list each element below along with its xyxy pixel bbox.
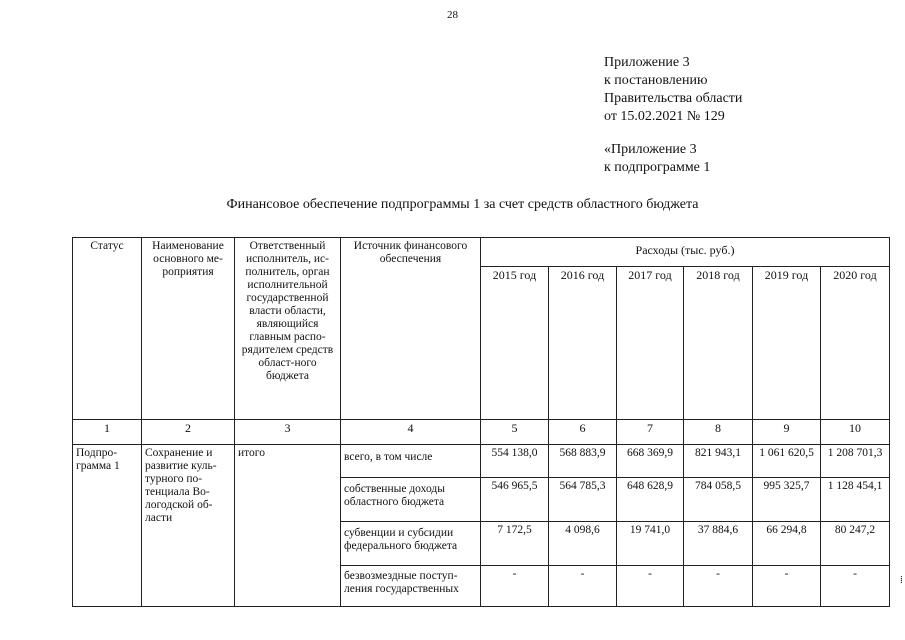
value-cell: 1 061 620,5 [753, 445, 821, 478]
value-cell: 995 325,7 [753, 478, 821, 522]
header-event: Наименование основного ме-роприятия [142, 238, 235, 420]
column-number-row [73, 420, 890, 445]
column-number: 7 [617, 420, 684, 445]
column-number: 9 [753, 420, 821, 445]
value-cell: 19 741,0 [617, 522, 684, 566]
sub-appendix-line: «Приложение 3 [604, 142, 697, 157]
header-executor: Ответственный исполнитель, ис-полнитель, орган исполнительной государственной власти области, являющийся главным распо-рядителем средств област-ного бюджета [235, 238, 341, 420]
value-cell: 784 058,5 [684, 478, 753, 522]
source-cell: всего, в том числе [341, 445, 481, 478]
appendix-line: Приложение 3 [604, 55, 690, 70]
value-cell: 564 785,3 [549, 478, 617, 522]
value-cell: - [549, 566, 617, 607]
value-cell: - [753, 566, 821, 607]
value-cell: - [481, 566, 549, 607]
value-cell: - [684, 566, 753, 607]
header-year: 2017 год [617, 267, 684, 420]
value-cell: 568 883,9 [549, 445, 617, 478]
value-cell: 66 294,8 [753, 522, 821, 566]
value-cell: 37 884,6 [684, 522, 753, 566]
value-cell: 1 128 454,1 [821, 478, 890, 522]
header-status: Статус [73, 238, 142, 420]
header-year: 2020 год [821, 267, 890, 420]
value-cell: 80 247,2 [821, 522, 890, 566]
appendix-line: от 15.02.2021 № 129 [604, 109, 725, 124]
header-year: 2016 год [549, 267, 617, 420]
status-cell: Подпро-грамма 1 [73, 445, 142, 607]
source-cell: субвенции и субсидии федерального бюджета [341, 522, 481, 566]
appendix-block [604, 54, 742, 126]
header-source: Источник финансового обеспечения [341, 238, 481, 420]
page-number: 28 [447, 9, 458, 21]
source-cell: собственные доходы областного бюджета [341, 478, 481, 522]
header-year: 2015 год [481, 267, 549, 420]
value-cell: 546 965,5 [481, 478, 549, 522]
header-expenses: Расходы (тыс. руб.) [481, 238, 890, 267]
header-row-top [73, 238, 890, 267]
value-cell: 4 098,6 [549, 522, 617, 566]
column-number: 5 [481, 420, 549, 445]
column-number: 2 [142, 420, 235, 445]
value-cell: 554 138,0 [481, 445, 549, 478]
column-number: 6 [549, 420, 617, 445]
source-cell: безвозмездные поступ-ления государственных [341, 566, 481, 607]
edge-mark: ⁞ [900, 575, 903, 586]
value-cell: 668 369,9 [617, 445, 684, 478]
column-number: 1 [73, 420, 142, 445]
value-cell: 648 628,9 [617, 478, 684, 522]
column-number: 10 [821, 420, 890, 445]
column-number: 3 [235, 420, 341, 445]
appendix-line: к постановлению [604, 73, 708, 88]
appendix-line: Правительства области [604, 91, 743, 106]
sub-appendix-block [604, 141, 710, 177]
event-cell: Сохранение и развитие куль-турного по-тенциала Во-логодской об-ласти [142, 445, 235, 607]
value-cell: - [617, 566, 684, 607]
document-title: Финансовое обеспечение подпрограммы 1 за счет средств областного бюджета [226, 197, 699, 212]
value-cell: - [821, 566, 890, 607]
column-number: 4 [341, 420, 481, 445]
executor-cell: итого [235, 445, 341, 607]
value-cell: 821 943,1 [684, 445, 753, 478]
header-year: 2019 год [753, 267, 821, 420]
financing-table [72, 237, 890, 607]
table-row [73, 445, 890, 478]
value-cell: 1 208 701,3 [821, 445, 890, 478]
column-number: 8 [684, 420, 753, 445]
sub-appendix-line: к подпрограмме 1 [604, 160, 711, 175]
value-cell: 7 172,5 [481, 522, 549, 566]
header-year: 2018 год [684, 267, 753, 420]
